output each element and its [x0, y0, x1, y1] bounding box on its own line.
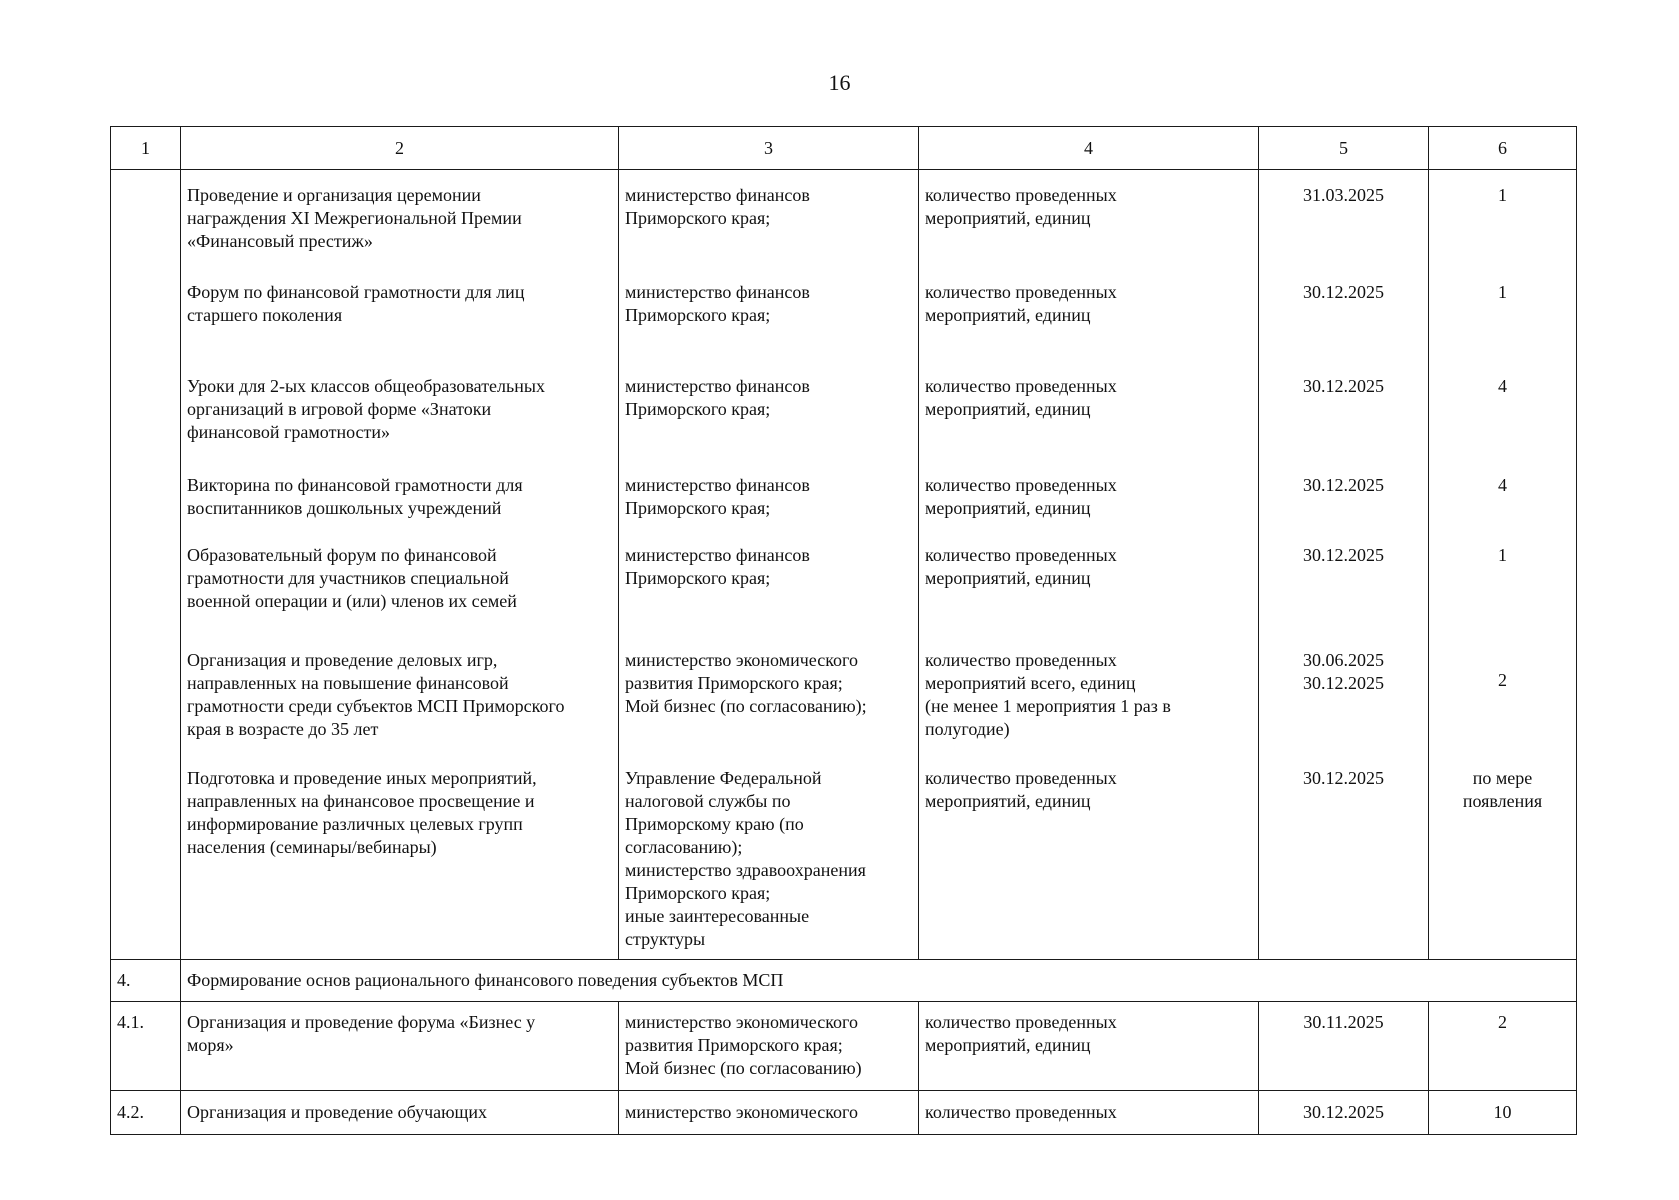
activity-name: старшего поколения — [187, 305, 343, 325]
value-cell — [1429, 363, 1577, 462]
indicator-text: количество проведенных — [925, 545, 1117, 565]
responsible-cell — [619, 363, 919, 462]
activity-name: Образовательный форум по финансовой — [187, 545, 497, 565]
responsible-cell — [619, 271, 919, 363]
indicator-cell — [919, 462, 1259, 534]
activity-name-cell — [181, 1002, 619, 1091]
row-number-cell — [111, 271, 181, 363]
activity-name-cell — [181, 635, 619, 755]
indicator-text: мероприятий, единиц — [925, 498, 1091, 518]
section-number: 4. — [111, 960, 181, 1002]
activity-name: моря» — [187, 1035, 234, 1055]
indicator-cell — [919, 170, 1259, 272]
column-header: 6 — [1429, 127, 1577, 170]
value-cell — [1429, 534, 1577, 635]
activity-name: направленных на повышение финансовой — [187, 673, 509, 693]
responsible-cell — [619, 534, 919, 635]
indicator-text: мероприятий, единиц — [925, 399, 1091, 419]
indicator-text: количество проведенных — [925, 1012, 1117, 1032]
responsible-text: Мой бизнес (по согласованию); — [625, 696, 867, 716]
row-number-cell — [111, 170, 181, 272]
activity-name: Организация и проведение форума «Бизнес у — [187, 1012, 536, 1032]
deadline-date: 30.12.2025 — [1303, 673, 1384, 693]
activity-name: грамотности среди субъектов МСП Приморского — [187, 696, 565, 716]
indicator-text: мероприятий, единиц — [925, 791, 1091, 811]
page-number: 16 — [828, 70, 851, 95]
activity-name: края в возрасте до 35 лет — [187, 719, 379, 739]
table-row — [111, 1002, 1577, 1091]
indicator-text: мероприятий, единиц — [925, 305, 1091, 325]
table-row — [111, 271, 1577, 363]
responsible-text: министерство финансов — [625, 282, 810, 302]
activity-name: награждения XI Межрегиональной Премии — [187, 208, 522, 228]
indicator-text: количество проведенных — [925, 768, 1117, 788]
header-row — [111, 127, 1577, 170]
deadline-date: 30.12.2025 — [1303, 545, 1384, 565]
deadline-cell — [1259, 363, 1429, 462]
indicator-text: количество проведенных — [925, 185, 1117, 205]
responsible-text: Приморского края; — [625, 498, 771, 518]
value-cell — [1429, 1002, 1577, 1091]
responsible-text: иные заинтересованные — [625, 906, 810, 926]
column-header: 5 — [1259, 127, 1429, 170]
activity-name-cell — [181, 462, 619, 534]
indicator-cell — [919, 1091, 1259, 1135]
column-header: 4 — [919, 127, 1259, 170]
table-row — [111, 170, 1577, 272]
target-value: 10 — [1493, 1102, 1512, 1122]
deadline-date: 30.12.2025 — [1303, 768, 1384, 788]
deadline-cell — [1259, 462, 1429, 534]
responsible-cell — [619, 755, 919, 960]
activity-name: Организация и проведение обучающих — [187, 1102, 488, 1122]
activity-name: информирование различных целевых групп — [187, 814, 523, 834]
activity-name: воспитанников дошкольных учреждений — [187, 498, 502, 518]
indicator-text: количество проведенных — [925, 376, 1117, 396]
deadline-cell — [1259, 1091, 1429, 1135]
responsible-cell — [619, 1091, 919, 1135]
indicator-text: количество проведенных — [925, 475, 1117, 495]
column-header: 2 — [181, 127, 619, 170]
table-row — [111, 462, 1577, 534]
responsible-text: министерство финансов — [625, 376, 810, 396]
activity-name: «Финансовый престиж» — [187, 231, 373, 251]
responsible-text: Мой бизнес (по согласованию) — [625, 1058, 862, 1078]
value-cell — [1429, 462, 1577, 534]
activity-name: Организация и проведение деловых игр, — [187, 650, 498, 670]
row-number-cell — [111, 534, 181, 635]
table-row — [111, 635, 1577, 755]
deadline-cell — [1259, 170, 1429, 272]
responsible-text: развития Приморского края; — [625, 673, 843, 693]
target-value: появления — [1462, 791, 1543, 811]
responsible-text: Приморскому краю (по — [625, 814, 804, 834]
indicator-text: мероприятий, единиц — [925, 1035, 1091, 1055]
deadline-date: 30.06.2025 — [1303, 650, 1384, 670]
activity-name: грамотности для участников специальной — [187, 568, 509, 588]
activity-table — [110, 126, 1577, 1135]
deadline-date: 30.12.2025 — [1303, 475, 1384, 495]
responsible-text: согласованию); — [625, 837, 743, 857]
table-row — [111, 755, 1577, 960]
deadline-date: 30.12.2025 — [1303, 282, 1384, 302]
activity-name: населения (семинары/вебинары) — [187, 837, 437, 857]
indicator-text: мероприятий, единиц — [925, 208, 1091, 228]
table-row — [111, 1091, 1577, 1135]
target-value: по мере — [1472, 768, 1533, 788]
indicator-text: количество проведенных — [925, 1102, 1117, 1122]
responsible-text: Приморского края; — [625, 208, 771, 228]
responsible-text: развития Приморского края; — [625, 1035, 843, 1055]
activity-name-cell — [181, 271, 619, 363]
deadline-cell — [1259, 755, 1429, 960]
responsible-text: министерство финансов — [625, 475, 810, 495]
indicator-text: количество проведенных — [925, 282, 1117, 302]
responsible-text: министерство экономического — [625, 1012, 858, 1032]
responsible-text: министерство экономического — [625, 1102, 858, 1122]
activity-name-cell — [181, 1091, 619, 1135]
activity-name: Подготовка и проведение иных мероприятий, — [187, 768, 537, 788]
indicator-text: полугодие) — [925, 719, 1010, 739]
responsible-text: налоговой службы по — [625, 791, 791, 811]
activity-name: финансовой грамотности» — [187, 422, 391, 442]
deadline-cell — [1259, 271, 1429, 363]
deadline-cell — [1259, 1002, 1429, 1091]
target-value: 1 — [1498, 545, 1507, 565]
value-cell — [1429, 755, 1577, 960]
indicator-text: (не менее 1 мероприятия 1 раз в — [925, 696, 1171, 716]
target-value: 2 — [1498, 669, 1507, 690]
indicator-text: мероприятий, единиц — [925, 568, 1091, 588]
responsible-text: министерство финансов — [625, 545, 810, 565]
responsible-text: министерство финансов — [625, 185, 810, 205]
indicator-cell — [919, 635, 1259, 755]
responsible-text: структуры — [625, 929, 706, 949]
column-header: 3 — [619, 127, 919, 170]
section-row — [111, 960, 1577, 1002]
activity-name: Проведение и организация церемонии — [187, 185, 481, 205]
deadline-cell — [1259, 534, 1429, 635]
row-number-cell — [111, 462, 181, 534]
indicator-cell — [919, 363, 1259, 462]
activity-name-cell — [181, 363, 619, 462]
responsible-text: Приморского края; — [625, 305, 771, 325]
row-number-cell — [111, 635, 181, 755]
target-value: 1 — [1498, 282, 1507, 302]
activity-name-cell — [181, 755, 619, 960]
table-row — [111, 363, 1577, 462]
value-cell — [1429, 170, 1577, 272]
column-header: 1 — [111, 127, 181, 170]
responsible-cell — [619, 170, 919, 272]
activity-name: организаций в игровой форме «Знатоки — [187, 399, 492, 419]
value-cell — [1429, 271, 1577, 363]
responsible-cell — [619, 635, 919, 755]
indicator-cell — [919, 755, 1259, 960]
row-number-cell — [111, 363, 181, 462]
responsible-cell — [619, 462, 919, 534]
activity-name: направленных на финансовое просвещение и — [187, 791, 535, 811]
responsible-text: Приморского края; — [625, 568, 771, 588]
deadline-date: 30.12.2025 — [1303, 1102, 1384, 1122]
target-value: 4 — [1498, 475, 1507, 495]
indicator-cell — [919, 534, 1259, 635]
indicator-text: количество проведенных — [925, 650, 1117, 670]
responsible-text: Приморского края; — [625, 883, 771, 903]
deadline-cell — [1259, 635, 1429, 755]
indicator-cell — [919, 271, 1259, 363]
row-number-cell: 4.1. — [111, 1002, 181, 1091]
deadline-date: 30.12.2025 — [1303, 376, 1384, 396]
responsible-cell — [619, 1002, 919, 1091]
target-value: 4 — [1498, 376, 1507, 396]
activity-name: Форум по финансовой грамотности для лиц — [187, 282, 525, 302]
responsible-text: министерство здравоохранения — [625, 860, 866, 880]
target-value: 2 — [1498, 1012, 1507, 1032]
activity-name-cell — [181, 534, 619, 635]
indicator-cell — [919, 1002, 1259, 1091]
responsible-text: Управление Федеральной — [625, 768, 822, 788]
activity-name: военной операции и (или) членов их семей — [187, 591, 517, 611]
target-value: 1 — [1498, 185, 1507, 205]
section-title: Формирование основ рационального финансового поведения субъектов МСП — [181, 960, 1577, 1002]
activity-name: Викторина по финансовой грамотности для — [187, 475, 523, 495]
value-cell — [1429, 635, 1577, 755]
row-number-cell — [111, 755, 181, 960]
responsible-text: Приморского края; — [625, 399, 771, 419]
row-number-cell: 4.2. — [111, 1091, 181, 1135]
deadline-date: 31.03.2025 — [1303, 185, 1384, 205]
value-cell — [1429, 1091, 1577, 1135]
responsible-text: министерство экономического — [625, 650, 858, 670]
deadline-date: 30.11.2025 — [1303, 1012, 1384, 1032]
activity-name: Уроки для 2-ых классов общеобразовательных — [187, 376, 545, 396]
activity-name-cell — [181, 170, 619, 272]
table-row — [111, 534, 1577, 635]
indicator-text: мероприятий всего, единиц — [925, 673, 1136, 693]
